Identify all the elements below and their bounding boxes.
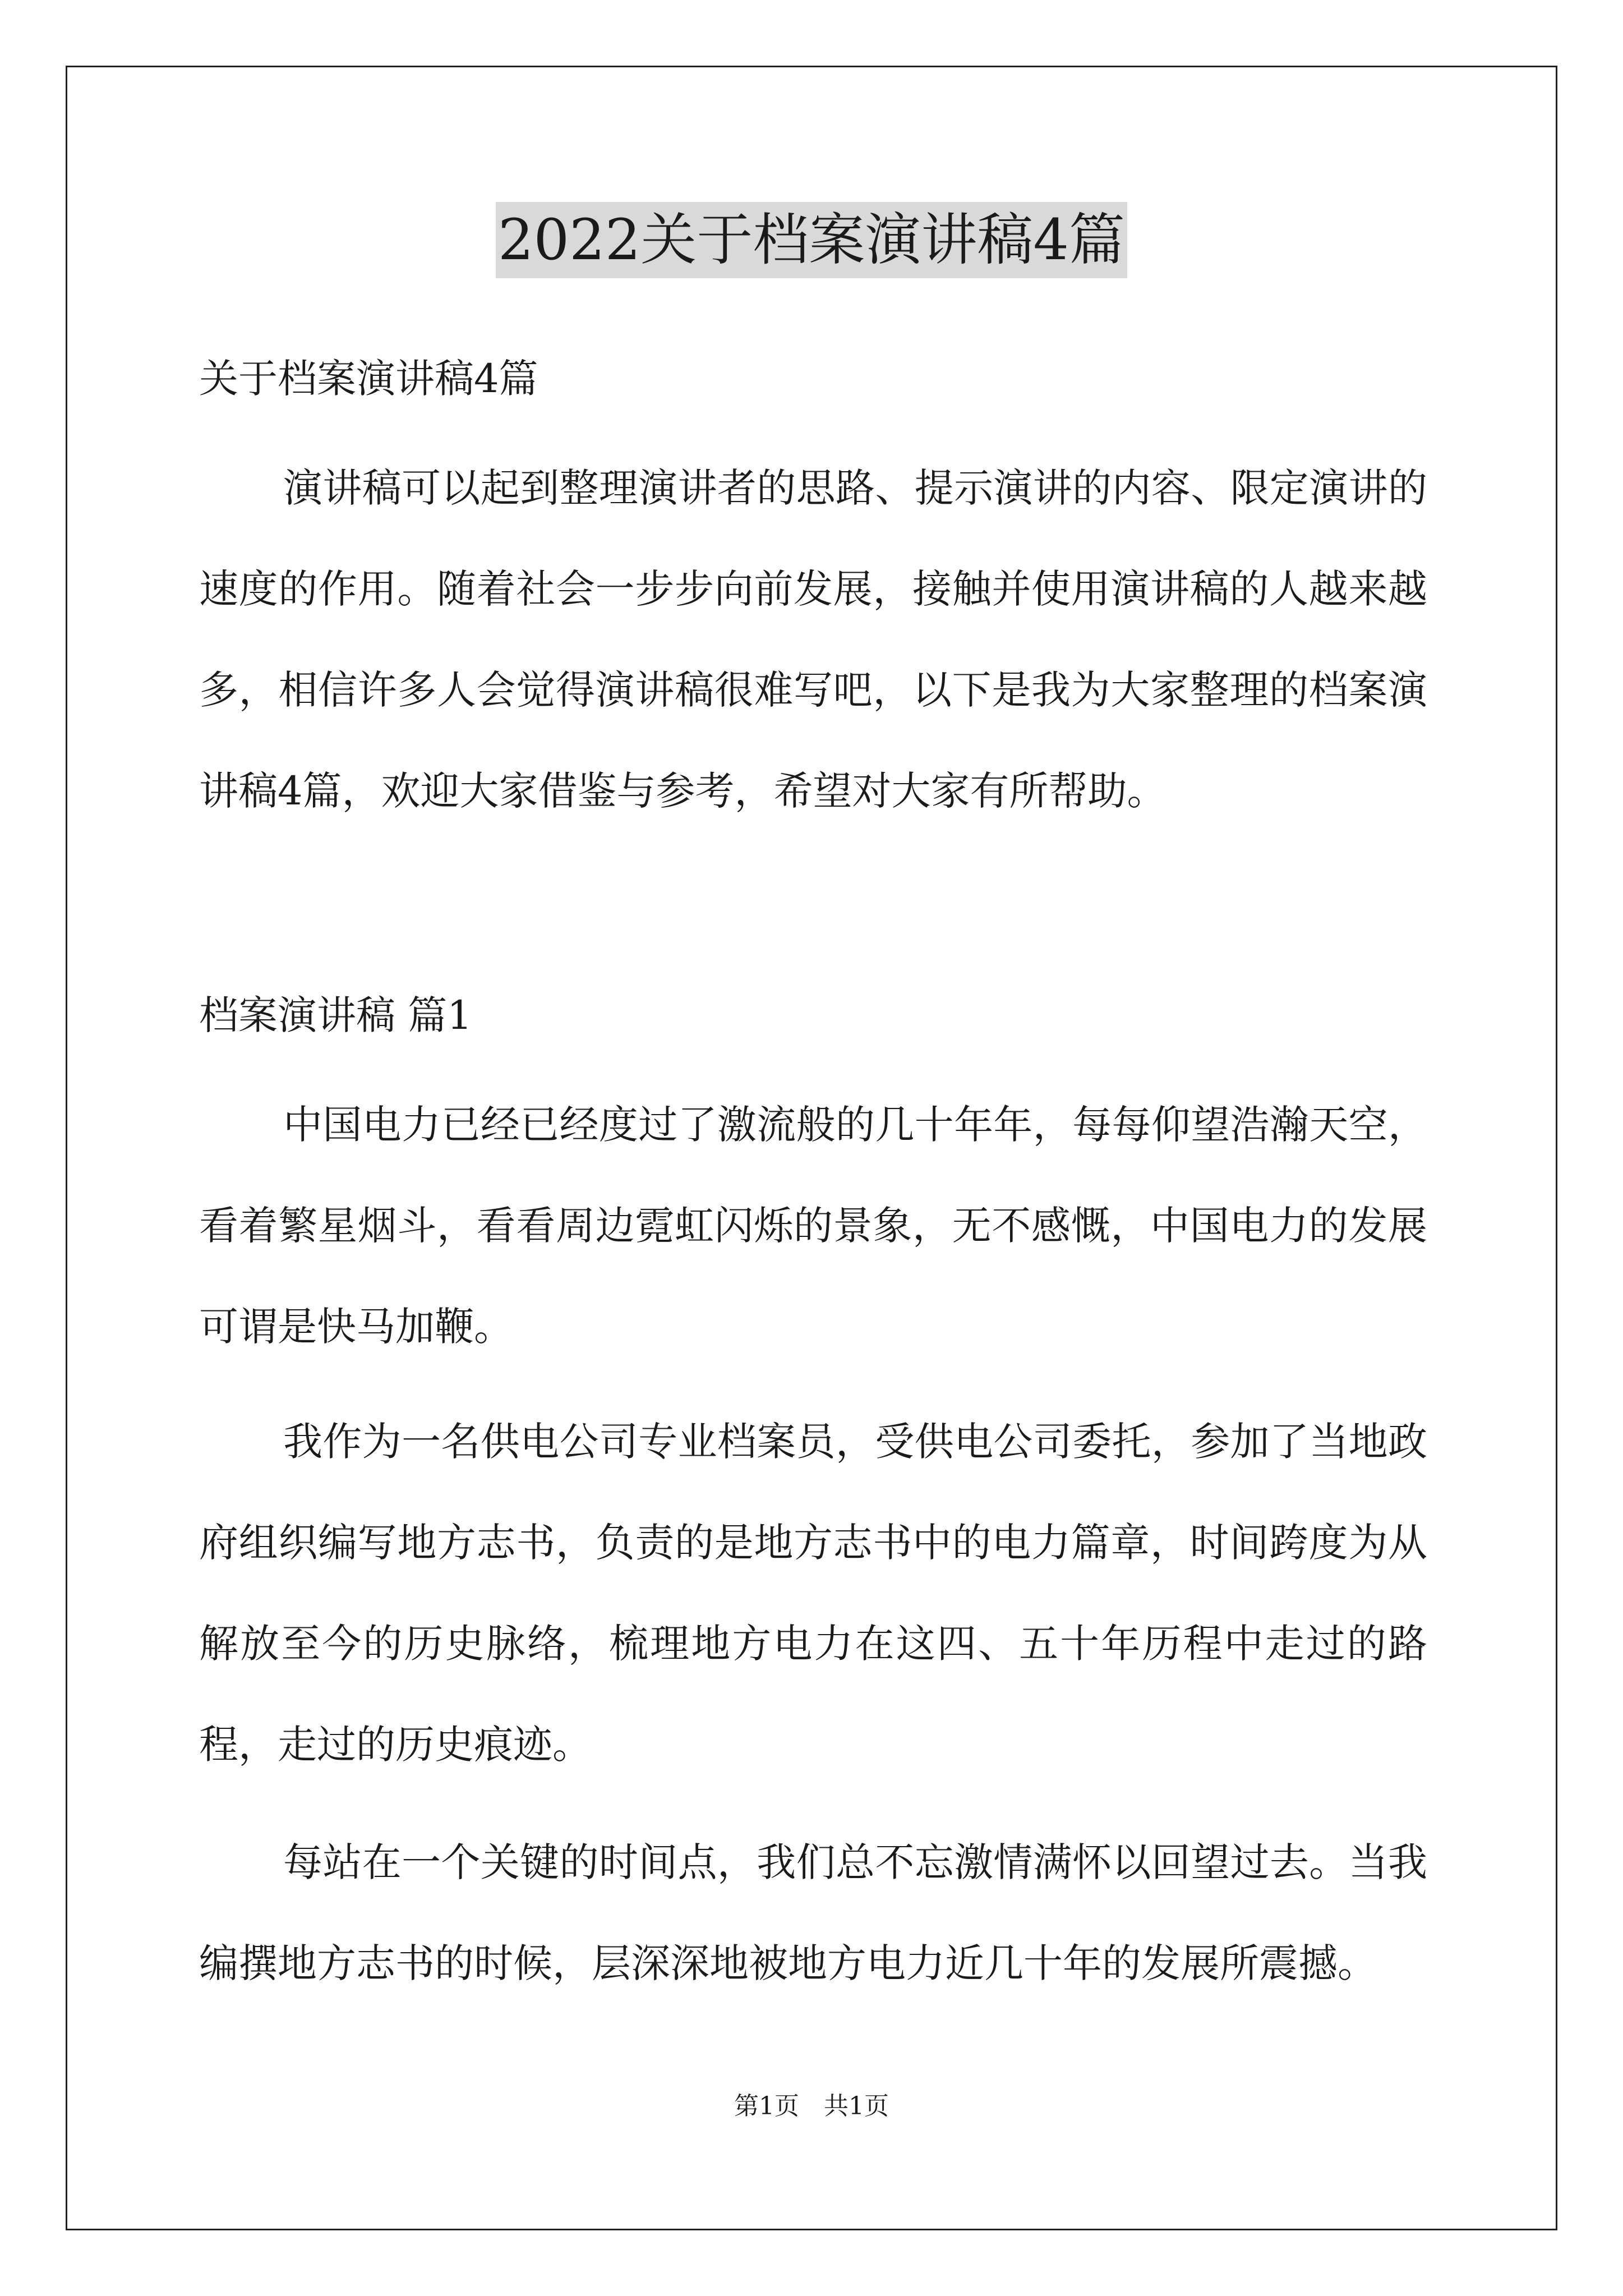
page-number: 第1页 共1页 <box>734 2092 889 2120</box>
document-subtitle: 关于档案演讲稿4篇 <box>199 356 538 402</box>
body-paragraph: 我作为一名供电公司专业档案员，受供电公司委托，参加了当地政府组织编写地方志书，负责的是地方志书中的电力篇章，时间跨度为从解放至今的历史脉络，梳理地方电力在这四、五十年历程中走过的路程，走过的历史痕迹。 <box>199 1419 1427 1768</box>
body-paragraph: 中国电力已经已经度过了激流般的几十年年，每每仰望浩瀚天空，看着繁星烟斗，看看周边霓虹闪烁的景象，无不感慨，中国电力的发展可谓是快马加鞭。 <box>199 1102 1427 1350</box>
section-heading: 档案演讲稿 篇1 <box>199 992 472 1038</box>
document-title: 2022关于档案演讲稿4篇 <box>496 202 1127 278</box>
body-paragraph: 每站在一个关键的时间点，我们总不忘激情满怀以回望过去。当我编撰地方志书的时候，层深深地被地方电力近几十年的发展所震撼。 <box>199 1839 1427 1986</box>
title-container <box>0 202 1623 278</box>
intro-paragraph: 演讲稿可以起到整理演讲者的思路、提示演讲的内容、限定演讲的速度的作用。随着社会一步步向前发展，接触并使用演讲稿的人越来越多，相信许多人会觉得演讲稿很难写吧，以下是我为大家整理的档案演讲稿4篇，欢迎大家借鉴与参考，希望对大家有所帮助。 <box>199 465 1427 814</box>
